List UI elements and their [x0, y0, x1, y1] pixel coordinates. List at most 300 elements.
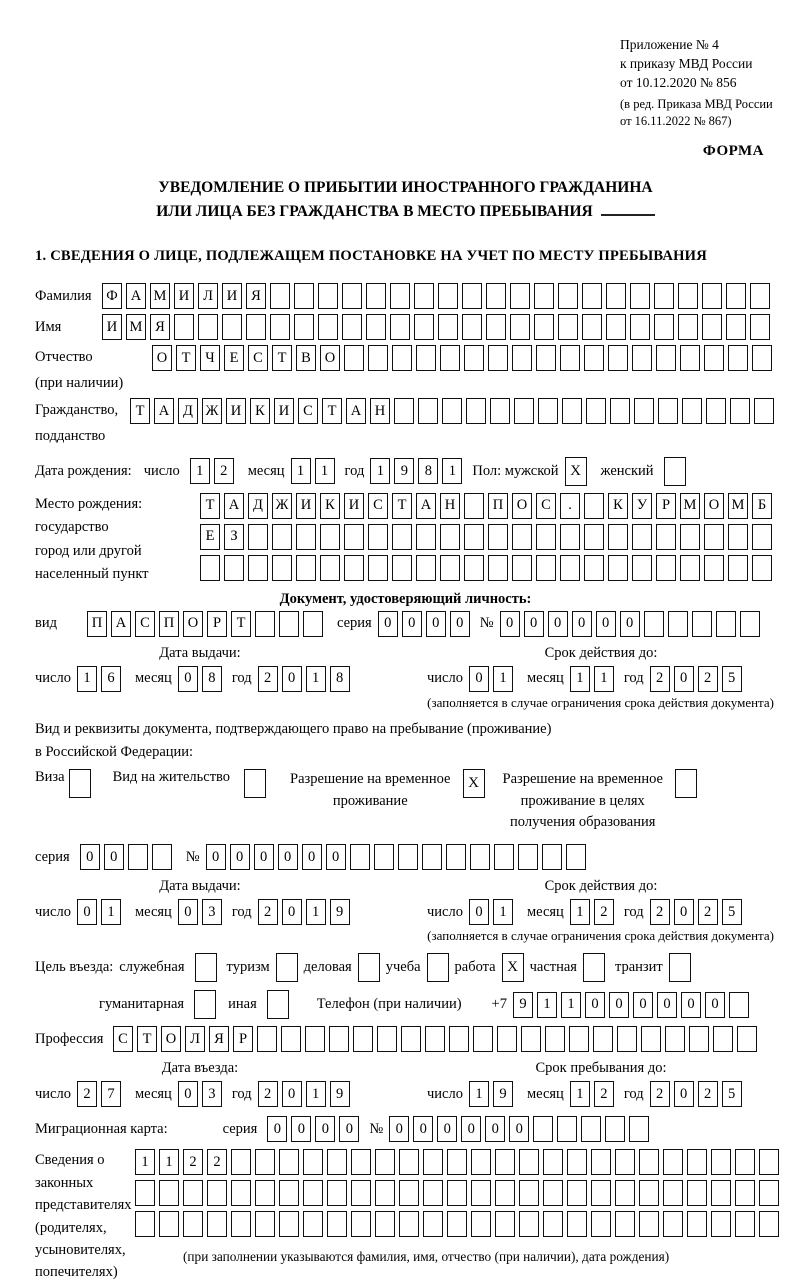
char-cell[interactable] [471, 1180, 491, 1206]
purpose-humanitarian-checkbox[interactable] [194, 990, 216, 1019]
char-cell[interactable] [248, 524, 268, 550]
char-cell[interactable] [716, 611, 736, 637]
char-cell[interactable] [752, 524, 772, 550]
char-cell[interactable]: Т [176, 345, 196, 371]
char-cell[interactable]: Ч [200, 345, 220, 371]
char-cell[interactable] [495, 1180, 515, 1206]
char-cell[interactable]: Л [185, 1026, 205, 1052]
char-cell[interactable] [246, 314, 266, 340]
char-cell[interactable]: 0 [77, 899, 97, 925]
char-cell[interactable]: 2 [650, 899, 670, 925]
char-cell[interactable]: 1 [101, 899, 121, 925]
char-cell[interactable]: 2 [258, 899, 278, 925]
char-cell[interactable] [366, 314, 386, 340]
char-cell[interactable]: 5 [722, 666, 742, 692]
char-cell[interactable]: 1 [570, 666, 590, 692]
char-cell[interactable]: С [298, 398, 318, 424]
char-cell[interactable]: А [111, 611, 131, 637]
char-cell[interactable] [639, 1149, 659, 1175]
char-cell[interactable]: 0 [104, 844, 124, 870]
char-cell[interactable]: 0 [450, 611, 470, 637]
char-cell[interactable] [342, 314, 362, 340]
char-cell[interactable] [545, 1026, 565, 1052]
char-cell[interactable] [680, 524, 700, 550]
char-cell[interactable]: 2 [258, 1081, 278, 1107]
char-cell[interactable] [656, 524, 676, 550]
char-cell[interactable] [423, 1211, 443, 1237]
char-cell[interactable] [557, 1116, 577, 1142]
char-cell[interactable]: С [248, 345, 268, 371]
char-cell[interactable]: 1 [493, 899, 513, 925]
char-cell[interactable] [641, 1026, 661, 1052]
char-cell[interactable]: 6 [101, 666, 121, 692]
char-cell[interactable] [447, 1180, 467, 1206]
char-cell[interactable]: 2 [650, 1081, 670, 1107]
char-cell[interactable] [617, 1026, 637, 1052]
char-cell[interactable] [392, 345, 412, 371]
char-cell[interactable] [735, 1180, 755, 1206]
char-cell[interactable] [470, 844, 490, 870]
char-cell[interactable] [512, 524, 532, 550]
char-cell[interactable] [518, 844, 538, 870]
char-cell[interactable] [591, 1180, 611, 1206]
char-cell[interactable] [608, 555, 628, 581]
char-cell[interactable]: 3 [202, 899, 222, 925]
char-cell[interactable] [639, 1211, 659, 1237]
char-cell[interactable] [466, 398, 486, 424]
char-cell[interactable]: С [135, 611, 155, 637]
char-cell[interactable]: О [320, 345, 340, 371]
char-cell[interactable]: 2 [594, 1081, 614, 1107]
char-cell[interactable] [159, 1180, 179, 1206]
char-cell[interactable] [272, 555, 292, 581]
char-cell[interactable]: 0 [585, 992, 605, 1018]
char-cell[interactable]: . [560, 493, 580, 519]
char-cell[interactable] [320, 555, 340, 581]
char-cell[interactable] [392, 555, 412, 581]
temp-residence-checkbox[interactable]: X [463, 769, 485, 798]
char-cell[interactable]: 1 [291, 458, 311, 484]
temp-residence-edu-checkbox[interactable] [675, 769, 697, 798]
char-cell[interactable]: 0 [674, 1081, 694, 1107]
char-cell[interactable]: И [226, 398, 246, 424]
char-cell[interactable] [687, 1180, 707, 1206]
char-cell[interactable] [654, 314, 674, 340]
char-cell[interactable]: 0 [278, 844, 298, 870]
char-cell[interactable] [279, 1180, 299, 1206]
char-cell[interactable] [390, 314, 410, 340]
char-cell[interactable] [486, 283, 506, 309]
char-cell[interactable]: К [250, 398, 270, 424]
char-cell[interactable] [680, 345, 700, 371]
char-cell[interactable] [351, 1211, 371, 1237]
char-cell[interactable] [447, 1149, 467, 1175]
char-cell[interactable] [464, 555, 484, 581]
char-cell[interactable] [740, 611, 760, 637]
char-cell[interactable] [729, 992, 749, 1018]
char-cell[interactable]: А [224, 493, 244, 519]
char-cell[interactable] [128, 844, 148, 870]
char-cell[interactable] [440, 524, 460, 550]
char-cell[interactable]: 9 [330, 1081, 350, 1107]
char-cell[interactable] [416, 555, 436, 581]
char-cell[interactable]: 1 [537, 992, 557, 1018]
char-cell[interactable] [560, 345, 580, 371]
char-cell[interactable] [656, 555, 676, 581]
char-cell[interactable] [422, 844, 442, 870]
char-cell[interactable] [375, 1211, 395, 1237]
char-cell[interactable] [368, 345, 388, 371]
char-cell[interactable]: Р [207, 611, 227, 637]
char-cell[interactable]: 1 [306, 666, 326, 692]
char-cell[interactable]: Т [137, 1026, 157, 1052]
char-cell[interactable] [279, 1211, 299, 1237]
char-cell[interactable]: 0 [282, 666, 302, 692]
char-cell[interactable]: П [87, 611, 107, 637]
purpose-private-checkbox[interactable] [583, 953, 605, 982]
char-cell[interactable] [390, 283, 410, 309]
char-cell[interactable]: 8 [330, 666, 350, 692]
char-cell[interactable] [399, 1180, 419, 1206]
char-cell[interactable]: 0 [302, 844, 322, 870]
char-cell[interactable]: 1 [190, 458, 210, 484]
char-cell[interactable] [327, 1149, 347, 1175]
char-cell[interactable]: 0 [681, 992, 701, 1018]
char-cell[interactable]: 9 [493, 1081, 513, 1107]
char-cell[interactable]: Я [150, 314, 170, 340]
char-cell[interactable] [536, 345, 556, 371]
char-cell[interactable] [689, 1026, 709, 1052]
char-cell[interactable] [582, 283, 602, 309]
char-cell[interactable]: О [704, 493, 724, 519]
char-cell[interactable] [632, 555, 652, 581]
char-cell[interactable] [668, 611, 688, 637]
visa-checkbox[interactable] [69, 769, 91, 798]
char-cell[interactable]: О [161, 1026, 181, 1052]
char-cell[interactable]: 0 [674, 899, 694, 925]
char-cell[interactable] [630, 283, 650, 309]
char-cell[interactable] [303, 1211, 323, 1237]
char-cell[interactable] [200, 555, 220, 581]
char-cell[interactable] [135, 1211, 155, 1237]
char-cell[interactable] [582, 314, 602, 340]
char-cell[interactable]: 1 [315, 458, 335, 484]
char-cell[interactable]: М [728, 493, 748, 519]
char-cell[interactable] [538, 398, 558, 424]
char-cell[interactable] [560, 555, 580, 581]
sex-male-checkbox[interactable]: X [565, 457, 587, 486]
purpose-transit-checkbox[interactable] [669, 953, 691, 982]
char-cell[interactable] [728, 555, 748, 581]
char-cell[interactable]: 0 [572, 611, 592, 637]
char-cell[interactable] [414, 283, 434, 309]
char-cell[interactable] [680, 555, 700, 581]
char-cell[interactable] [519, 1211, 539, 1237]
char-cell[interactable] [533, 1116, 553, 1142]
char-cell[interactable] [608, 345, 628, 371]
char-cell[interactable] [567, 1149, 587, 1175]
char-cell[interactable] [464, 345, 484, 371]
char-cell[interactable] [446, 844, 466, 870]
char-cell[interactable] [586, 398, 606, 424]
char-cell[interactable] [584, 524, 604, 550]
char-cell[interactable] [231, 1180, 251, 1206]
char-cell[interactable] [663, 1149, 683, 1175]
char-cell[interactable]: О [512, 493, 532, 519]
char-cell[interactable] [687, 1211, 707, 1237]
char-cell[interactable] [303, 1180, 323, 1206]
char-cell[interactable] [351, 1149, 371, 1175]
char-cell[interactable] [392, 524, 412, 550]
char-cell[interactable] [726, 283, 746, 309]
char-cell[interactable]: 0 [705, 992, 725, 1018]
char-cell[interactable]: И [174, 283, 194, 309]
char-cell[interactable] [462, 314, 482, 340]
char-cell[interactable] [416, 524, 436, 550]
char-cell[interactable] [281, 1026, 301, 1052]
char-cell[interactable]: 1 [469, 1081, 489, 1107]
char-cell[interactable]: Ж [272, 493, 292, 519]
char-cell[interactable] [750, 283, 770, 309]
char-cell[interactable] [272, 524, 292, 550]
char-cell[interactable]: 0 [178, 1081, 198, 1107]
char-cell[interactable] [401, 1026, 421, 1052]
char-cell[interactable]: 0 [326, 844, 346, 870]
char-cell[interactable] [615, 1180, 635, 1206]
char-cell[interactable] [521, 1026, 541, 1052]
char-cell[interactable] [135, 1180, 155, 1206]
char-cell[interactable] [327, 1180, 347, 1206]
char-cell[interactable]: А [126, 283, 146, 309]
char-cell[interactable] [704, 345, 724, 371]
char-cell[interactable] [486, 314, 506, 340]
char-cell[interactable] [488, 345, 508, 371]
char-cell[interactable] [644, 611, 664, 637]
char-cell[interactable] [416, 345, 436, 371]
char-cell[interactable] [591, 1211, 611, 1237]
char-cell[interactable]: 0 [178, 666, 198, 692]
char-cell[interactable]: 0 [609, 992, 629, 1018]
purpose-business-checkbox[interactable] [358, 953, 380, 982]
char-cell[interactable] [440, 555, 460, 581]
char-cell[interactable] [730, 398, 750, 424]
char-cell[interactable]: 0 [282, 1081, 302, 1107]
char-cell[interactable] [198, 314, 218, 340]
char-cell[interactable] [423, 1180, 443, 1206]
char-cell[interactable] [682, 398, 702, 424]
char-cell[interactable]: 1 [370, 458, 390, 484]
char-cell[interactable] [713, 1026, 733, 1052]
char-cell[interactable] [704, 555, 724, 581]
char-cell[interactable] [581, 1116, 601, 1142]
char-cell[interactable] [248, 555, 268, 581]
char-cell[interactable]: К [320, 493, 340, 519]
char-cell[interactable] [543, 1180, 563, 1206]
char-cell[interactable] [399, 1211, 419, 1237]
char-cell[interactable] [440, 345, 460, 371]
char-cell[interactable]: О [152, 345, 172, 371]
char-cell[interactable] [495, 1211, 515, 1237]
char-cell[interactable] [687, 1149, 707, 1175]
char-cell[interactable] [711, 1149, 731, 1175]
char-cell[interactable] [567, 1211, 587, 1237]
char-cell[interactable] [183, 1180, 203, 1206]
char-cell[interactable] [294, 314, 314, 340]
char-cell[interactable] [366, 283, 386, 309]
char-cell[interactable]: 8 [418, 458, 438, 484]
char-cell[interactable] [442, 398, 462, 424]
char-cell[interactable] [296, 555, 316, 581]
char-cell[interactable] [368, 555, 388, 581]
char-cell[interactable]: Н [440, 493, 460, 519]
char-cell[interactable]: Т [272, 345, 292, 371]
char-cell[interactable] [344, 555, 364, 581]
char-cell[interactable] [497, 1026, 517, 1052]
char-cell[interactable]: 7 [101, 1081, 121, 1107]
char-cell[interactable] [231, 1149, 251, 1175]
char-cell[interactable] [735, 1149, 755, 1175]
char-cell[interactable] [399, 1149, 419, 1175]
char-cell[interactable] [562, 398, 582, 424]
char-cell[interactable] [344, 524, 364, 550]
char-cell[interactable] [318, 283, 338, 309]
char-cell[interactable] [152, 844, 172, 870]
char-cell[interactable] [318, 314, 338, 340]
char-cell[interactable] [255, 611, 275, 637]
char-cell[interactable]: И [296, 493, 316, 519]
char-cell[interactable] [425, 1026, 445, 1052]
char-cell[interactable]: 1 [159, 1149, 179, 1175]
char-cell[interactable] [692, 611, 712, 637]
char-cell[interactable] [569, 1026, 589, 1052]
char-cell[interactable] [615, 1149, 635, 1175]
char-cell[interactable] [737, 1026, 757, 1052]
char-cell[interactable] [224, 555, 244, 581]
char-cell[interactable]: Я [246, 283, 266, 309]
char-cell[interactable] [464, 493, 484, 519]
char-cell[interactable]: Н [370, 398, 390, 424]
char-cell[interactable] [394, 398, 414, 424]
char-cell[interactable] [320, 524, 340, 550]
char-cell[interactable]: 0 [389, 1116, 409, 1142]
char-cell[interactable] [398, 844, 418, 870]
char-cell[interactable]: 0 [315, 1116, 335, 1142]
char-cell[interactable] [183, 1211, 203, 1237]
char-cell[interactable]: 2 [183, 1149, 203, 1175]
char-cell[interactable] [728, 345, 748, 371]
char-cell[interactable]: 2 [258, 666, 278, 692]
char-cell[interactable] [639, 1180, 659, 1206]
char-cell[interactable]: 0 [509, 1116, 529, 1142]
char-cell[interactable] [471, 1149, 491, 1175]
char-cell[interactable]: 2 [207, 1149, 227, 1175]
char-cell[interactable]: 0 [230, 844, 250, 870]
char-cell[interactable]: 2 [698, 899, 718, 925]
char-cell[interactable]: Т [392, 493, 412, 519]
char-cell[interactable] [296, 524, 316, 550]
char-cell[interactable]: 0 [437, 1116, 457, 1142]
char-cell[interactable] [584, 555, 604, 581]
char-cell[interactable] [711, 1211, 731, 1237]
char-cell[interactable]: 9 [513, 992, 533, 1018]
char-cell[interactable]: 0 [426, 611, 446, 637]
char-cell[interactable] [174, 314, 194, 340]
char-cell[interactable] [519, 1149, 539, 1175]
char-cell[interactable] [584, 493, 604, 519]
char-cell[interactable]: 2 [77, 1081, 97, 1107]
char-cell[interactable] [735, 1211, 755, 1237]
char-cell[interactable] [534, 283, 554, 309]
char-cell[interactable]: 0 [413, 1116, 433, 1142]
char-cell[interactable] [368, 524, 388, 550]
char-cell[interactable] [473, 1026, 493, 1052]
char-cell[interactable]: 0 [469, 666, 489, 692]
char-cell[interactable] [615, 1211, 635, 1237]
char-cell[interactable] [519, 1180, 539, 1206]
char-cell[interactable]: 0 [282, 899, 302, 925]
char-cell[interactable] [494, 844, 514, 870]
char-cell[interactable] [270, 314, 290, 340]
purpose-study-checkbox[interactable] [427, 953, 449, 982]
char-cell[interactable]: С [536, 493, 556, 519]
char-cell[interactable]: 0 [254, 844, 274, 870]
char-cell[interactable] [726, 314, 746, 340]
char-cell[interactable] [510, 283, 530, 309]
char-cell[interactable] [279, 611, 299, 637]
char-cell[interactable]: 2 [214, 458, 234, 484]
char-cell[interactable] [606, 314, 626, 340]
char-cell[interactable] [704, 524, 724, 550]
char-cell[interactable] [375, 1149, 395, 1175]
char-cell[interactable]: Т [322, 398, 342, 424]
char-cell[interactable]: С [113, 1026, 133, 1052]
char-cell[interactable] [418, 398, 438, 424]
char-cell[interactable] [608, 524, 628, 550]
char-cell[interactable] [512, 345, 532, 371]
char-cell[interactable] [438, 314, 458, 340]
char-cell[interactable] [558, 314, 578, 340]
char-cell[interactable] [222, 314, 242, 340]
char-cell[interactable] [327, 1211, 347, 1237]
char-cell[interactable]: М [680, 493, 700, 519]
char-cell[interactable]: 2 [650, 666, 670, 692]
char-cell[interactable] [560, 524, 580, 550]
char-cell[interactable] [754, 398, 774, 424]
char-cell[interactable]: Ф [102, 283, 122, 309]
char-cell[interactable] [634, 398, 654, 424]
char-cell[interactable] [630, 314, 650, 340]
char-cell[interactable]: 3 [202, 1081, 222, 1107]
char-cell[interactable]: Е [224, 345, 244, 371]
char-cell[interactable] [423, 1149, 443, 1175]
char-cell[interactable]: 9 [394, 458, 414, 484]
char-cell[interactable]: 1 [77, 666, 97, 692]
char-cell[interactable]: 0 [402, 611, 422, 637]
char-cell[interactable] [543, 1149, 563, 1175]
char-cell[interactable] [329, 1026, 349, 1052]
char-cell[interactable]: 1 [135, 1149, 155, 1175]
char-cell[interactable] [752, 555, 772, 581]
char-cell[interactable] [534, 314, 554, 340]
char-cell[interactable] [255, 1211, 275, 1237]
char-cell[interactable]: 0 [339, 1116, 359, 1142]
char-cell[interactable] [591, 1149, 611, 1175]
char-cell[interactable] [159, 1211, 179, 1237]
purpose-work-checkbox[interactable]: X [502, 953, 524, 982]
char-cell[interactable]: И [274, 398, 294, 424]
purpose-official-checkbox[interactable] [195, 953, 217, 982]
char-cell[interactable]: Т [231, 611, 251, 637]
